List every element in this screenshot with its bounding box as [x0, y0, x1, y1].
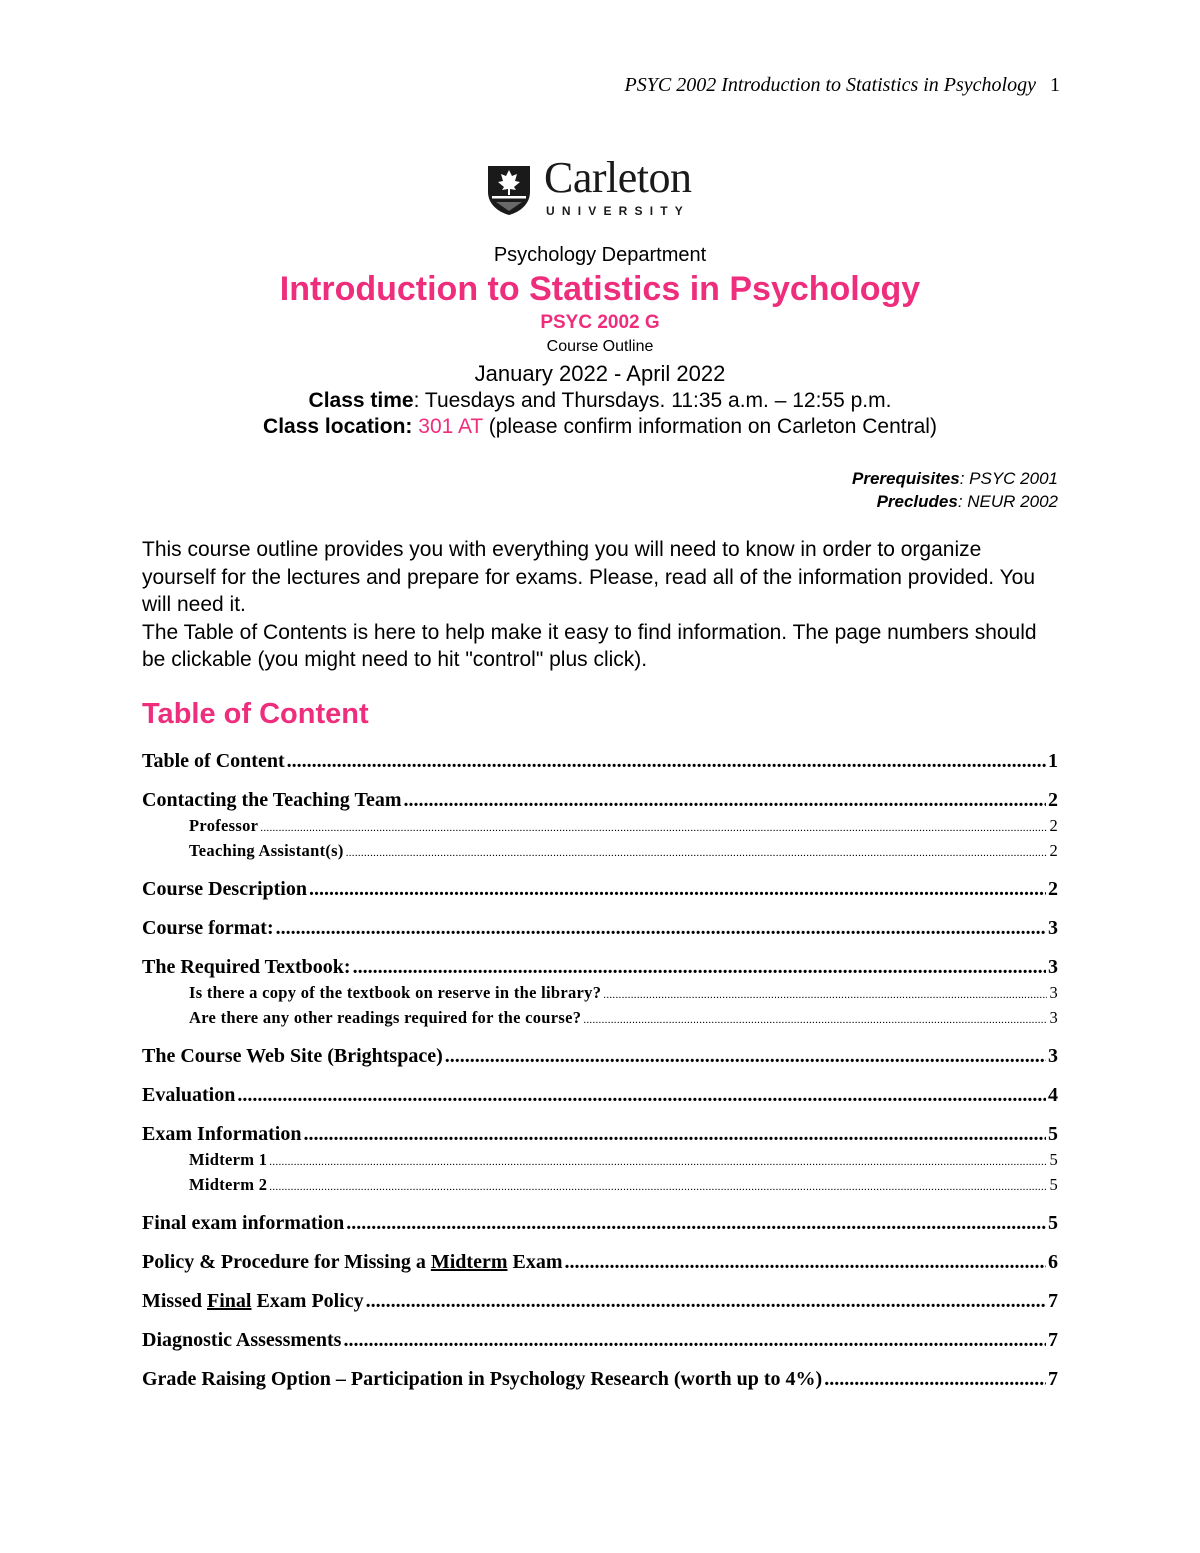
- class-location: [0, 415, 1200, 439]
- toc-page-link[interactable]: 5: [1048, 1212, 1058, 1234]
- toc-page-link[interactable]: 3: [1048, 956, 1058, 978]
- toc-entry-title: Final exam information: [142, 1212, 345, 1234]
- toc-entry-title: Teaching Assistant(s): [189, 841, 344, 860]
- toc-page-link[interactable]: 3: [1049, 983, 1058, 1002]
- prerequisites: [852, 469, 1058, 489]
- course-title: Introduction to Statistics in Psychology: [279, 270, 921, 308]
- toc-entry[interactable]: [142, 1367, 1058, 1392]
- toc-entry-title: Table of Content: [142, 750, 285, 772]
- toc-page-link[interactable]: 5: [1049, 1175, 1058, 1194]
- toc-entry-title: The Required Textbook:: [142, 956, 351, 978]
- toc-entry-title: Missed Final Exam Policy: [142, 1290, 364, 1312]
- toc-entry[interactable]: [142, 1289, 1058, 1314]
- toc-entry-title: Are there any other readings required for the course?: [189, 1008, 582, 1027]
- toc-entry-title: Midterm 1: [189, 1150, 268, 1169]
- toc-entry[interactable]: [142, 1328, 1058, 1353]
- toc-page-link[interactable]: 2: [1049, 841, 1058, 860]
- toc-entry[interactable]: [142, 916, 1058, 941]
- class-time-value: : Tuesdays and Thursdays. 11:35 a.m. – 12:55 p.m.: [413, 389, 892, 412]
- table-of-contents: [142, 744, 1058, 1392]
- toc-page-link[interactable]: 6: [1048, 1251, 1058, 1273]
- toc-page-link[interactable]: 7: [1048, 1290, 1058, 1312]
- prereq-label: Prerequisites: [851, 469, 960, 488]
- toc-subentry[interactable]: [142, 1147, 1058, 1172]
- toc-entry[interactable]: [142, 1250, 1058, 1275]
- toc-entry[interactable]: [142, 1211, 1058, 1236]
- toc-subentry[interactable]: [142, 1005, 1058, 1030]
- toc-entry[interactable]: [142, 1083, 1058, 1108]
- toc-entry-title: Is there a copy of the textbook on reserve in the library?: [189, 983, 602, 1002]
- toc-page-link[interactable]: 1: [1048, 750, 1058, 772]
- toc-subentry[interactable]: [142, 813, 1058, 838]
- toc-entry-title: Professor: [189, 816, 259, 835]
- toc-entry-title: Grade Raising Option – Participation in Psychology Research (worth up to 4%): [142, 1368, 823, 1390]
- toc-page-link[interactable]: 4: [1048, 1084, 1058, 1106]
- toc-subentry[interactable]: [142, 1172, 1058, 1197]
- shield-icon: [486, 162, 532, 216]
- toc-page-link[interactable]: 2: [1048, 878, 1058, 900]
- toc-entry-title: Course Description: [142, 878, 307, 900]
- doc-type: Course Outline: [546, 338, 654, 355]
- running-title: PSYC 2002 Introduction to Statistics in Psychology: [624, 74, 1036, 96]
- precludes-value: : NEUR 2002: [957, 492, 1058, 511]
- carleton-logo: [486, 153, 716, 220]
- toc-page-link[interactable]: 3: [1049, 1008, 1058, 1027]
- toc-page-link[interactable]: 2: [1048, 789, 1058, 811]
- class-time-label: Class time: [308, 389, 414, 412]
- running-header: [625, 74, 1060, 97]
- toc-subentry[interactable]: [142, 838, 1058, 863]
- precludes-label: Precludes: [876, 492, 958, 511]
- toc-entry[interactable]: [142, 1122, 1058, 1147]
- toc-entry[interactable]: [142, 749, 1058, 774]
- toc-entry-title: Diagnostic Assessments: [142, 1329, 342, 1351]
- toc-entry-title: Policy & Procedure for Missing a Midterm Exam: [142, 1251, 563, 1273]
- toc-page-link[interactable]: 2: [1049, 816, 1058, 835]
- toc-heading: Table of Content: [142, 698, 369, 730]
- toc-entry[interactable]: [142, 1044, 1058, 1069]
- toc-entry[interactable]: [142, 955, 1058, 980]
- class-location-note: (please confirm information on Carleton Central): [488, 415, 937, 438]
- precludes: [877, 492, 1058, 512]
- toc-page-link[interactable]: 5: [1048, 1123, 1058, 1145]
- toc-subentry[interactable]: [142, 980, 1058, 1005]
- toc-entry[interactable]: [142, 877, 1058, 902]
- class-time: [0, 389, 1200, 413]
- department: Psychology Department: [493, 244, 707, 266]
- toc-entry-title: Midterm 2: [189, 1175, 268, 1194]
- toc-entry-title: Contacting the Teaching Team: [142, 789, 402, 811]
- toc-entry-title: Evaluation: [142, 1084, 236, 1106]
- logo-subline: UNIVERSITY: [546, 204, 691, 218]
- toc-entry-title: Course format:: [142, 917, 274, 939]
- toc-page-link[interactable]: 7: [1048, 1329, 1058, 1351]
- toc-page-link[interactable]: 5: [1049, 1150, 1058, 1169]
- toc-page-link[interactable]: 3: [1048, 1045, 1058, 1067]
- intro-paragraph: The Table of Contents is here to help make it easy to find information. The page numbers should be clickable (you might need to hit "control" plus click).: [142, 620, 1037, 671]
- toc-page-link[interactable]: 7: [1048, 1368, 1058, 1390]
- term-dates: January 2022 - April 2022: [474, 361, 726, 386]
- class-location-label: Class location:: [263, 415, 413, 438]
- toc-entry-title: The Course Web Site (Brightspace): [142, 1045, 443, 1067]
- toc-page-link[interactable]: 3: [1048, 917, 1058, 939]
- intro-text: [142, 536, 1042, 674]
- prereq-value: : PSYC 2001: [959, 469, 1058, 488]
- logo-wordmark: Carleton: [544, 153, 692, 202]
- course-code: PSYC 2002 G: [540, 312, 660, 333]
- page-number: 1: [1050, 74, 1060, 96]
- intro-paragraph: This course outline provides you with everything you will need to know in order to organize yourself for the lectures and prepare for exams. Please, read all of the information provided. You will need it.: [142, 538, 1036, 616]
- class-location-room: 301 AT: [418, 415, 483, 438]
- toc-entry-title: Exam Information: [142, 1123, 302, 1145]
- toc-entry[interactable]: [142, 788, 1058, 813]
